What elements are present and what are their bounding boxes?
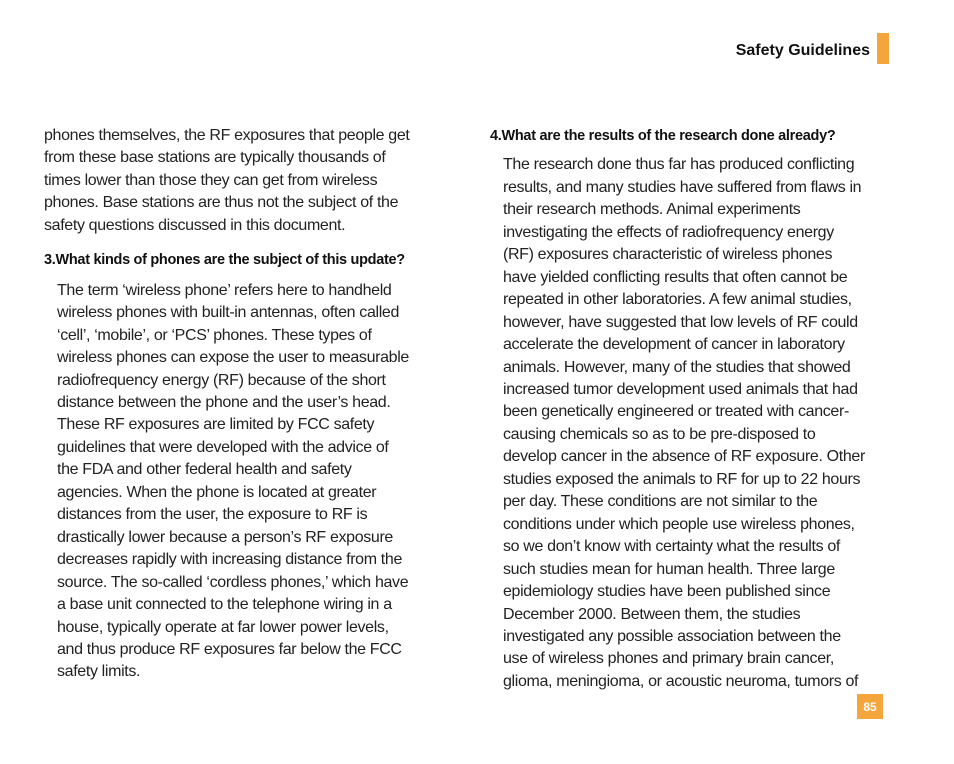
text-line: source. The so-called ‘cordless phones,’ which have — [57, 573, 409, 591]
text-line: radiofrequency energy (RF) because of the short — [57, 371, 386, 389]
text-line: and thus produce RF exposures far below the FCC — [57, 640, 402, 658]
text-line: so we don’t know with certainty what the results of — [503, 538, 840, 556]
text-line: drastically lower because a person’s RF exposure — [57, 528, 393, 546]
question-3-heading: 3.What kinds of phones are the subject of this update? — [44, 252, 405, 269]
text-line: the FDA and other federal health and safety — [57, 461, 352, 479]
text-line: use of wireless phones and primary brain cancer, — [503, 650, 834, 668]
question-4-heading: 4.What are the results of the research done already? — [490, 128, 836, 144]
text-line: epidemiology studies have been published since — [503, 583, 831, 601]
section-accent-bar — [877, 33, 889, 64]
text-line: distances from the user, the exposure to RF is — [57, 506, 368, 524]
text-line: phones themselves, the RF exposures that people get — [44, 127, 410, 144]
text-line: safety limits. — [57, 663, 141, 681]
text-line: animals. However, many of the studies that showed — [503, 358, 851, 376]
page-number-badge — [857, 694, 883, 719]
page-header — [736, 33, 889, 64]
text-line: studies exposed the animals to RF for up to 22 hours — [503, 470, 861, 488]
text-line: glioma, meningioma, or acoustic neuroma, tumors of — [503, 672, 859, 690]
text-line: phones. Base stations are thus not the subject of the — [44, 194, 399, 212]
text-line: agencies. When the phone is located at greater — [57, 483, 377, 501]
text-line: times lower than those they can get from wireless — [44, 171, 378, 189]
text-line: investigated any possible association between the — [503, 627, 841, 645]
text-line: wireless phones with built-in antennas, often called — [57, 304, 400, 322]
text-line: distance between the phone and the user’s head. — [57, 393, 391, 411]
text-line: per day. These conditions are not similar to the — [503, 493, 818, 511]
text-line: accelerate the development of cancer in laboratory — [503, 336, 845, 354]
text-line: ‘cell’, ‘mobile’, or ‘PCS’ phones. These types of — [57, 326, 372, 344]
text-line: The term ‘wireless phone’ refers here to handheld — [57, 281, 392, 299]
text-line: repeated in other laboratories. A few animal studies, — [503, 291, 852, 309]
text-line: develop cancer in the absence of RF exposure. Other — [503, 448, 865, 466]
text-line: December 2000. Between them, the studies — [503, 605, 801, 623]
page-number: 85 — [863, 699, 877, 714]
text-line: their research methods. Animal experiments — [503, 201, 801, 219]
text-line: investigating the effects of radiofrequency energy — [503, 223, 834, 241]
text-line: wireless phones can expose the user to measurable — [57, 349, 409, 367]
section-title: Safety Guidelines — [735, 41, 870, 59]
left-column — [44, 125, 444, 684]
text-line: conditions under which people use wireless phones, — [503, 515, 855, 533]
text-line: house, typically operate at far lower power levels, — [57, 618, 389, 636]
text-line: guidelines that were developed with the advice of — [57, 438, 389, 456]
text-line: such studies mean for human health. Three large — [503, 560, 835, 578]
text-line: safety questions discussed in this document. — [44, 216, 346, 234]
text-line: decreases rapidly with increasing distance from the — [57, 551, 402, 569]
question-4-answer — [490, 154, 890, 693]
text-line: (RF) exposures characteristic of wireless phones — [503, 246, 833, 264]
text-line: have yielded conflicting results that often cannot be — [503, 268, 848, 286]
text-line: results, and many studies have suffered from flaws in — [503, 178, 862, 196]
question-3-answer — [44, 280, 444, 684]
text-line: from these base stations are typically thousands of — [44, 149, 386, 167]
text-line: been genetically engineered or treated with cancer- — [503, 403, 849, 421]
text-line: causing chemicals so as to be pre-disposed to — [503, 425, 816, 443]
text-line: a base unit connected to the telephone wiring in a — [57, 596, 392, 614]
text-line: however, have suggested that low levels of RF could — [503, 313, 858, 331]
text-line: These RF exposures are limited by FCC safety — [57, 416, 375, 434]
intro-paragraph — [44, 125, 444, 237]
text-line: The research done thus far has produced conflicting — [503, 156, 855, 174]
right-column — [490, 125, 890, 693]
text-line: increased tumor development used animals that had — [503, 380, 858, 398]
